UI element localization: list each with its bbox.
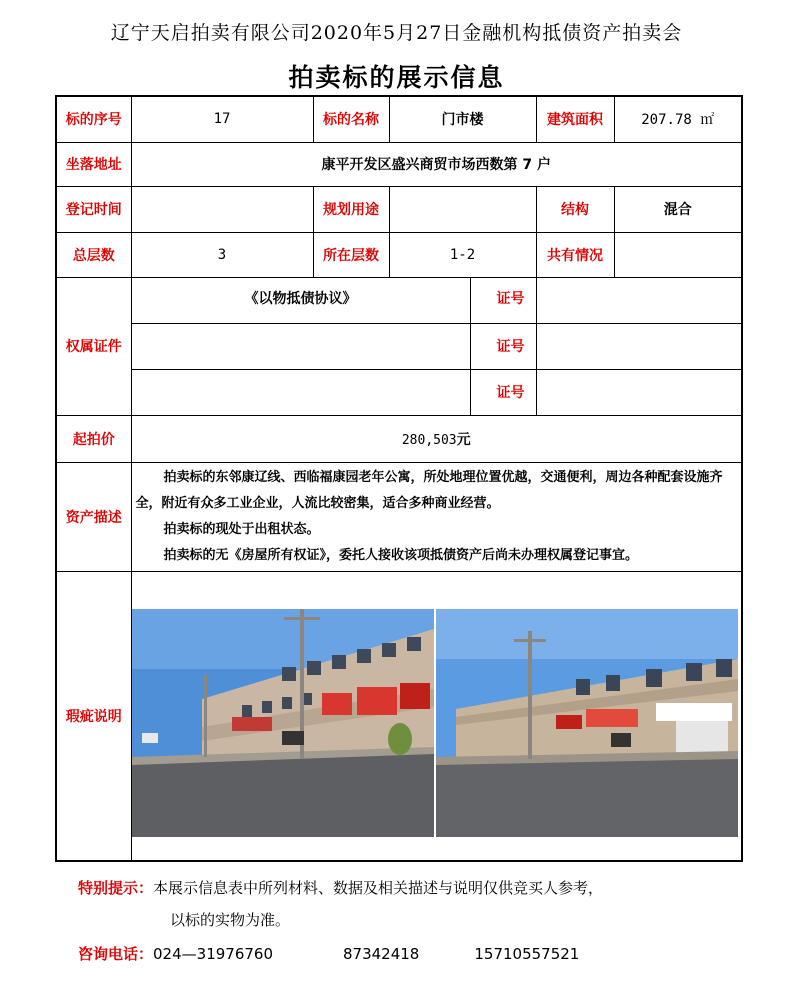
notice-line-1 [78,877,603,898]
auction-title: 辽宁天启拍卖有限公司2020年5月27日金融机构抵债资产拍卖会 [110,22,683,44]
phone-1: 024—31976760 [153,945,273,963]
page-title: 拍卖标的展示信息 [288,63,505,92]
seq-label: 标的序号 [56,96,131,142]
area-label: 建筑面积 [536,96,614,142]
price-label: 起拍价 [56,415,131,462]
phone-label: 咨询电话： [78,945,154,963]
desc-paragraph-3: 拍卖标的无《房屋所有权证》，委托人接收该项抵债资产后尚未办理权属登记事宜。 [163,547,639,563]
desc-paragraph-1: 拍卖标的东邻康辽线、西临福康园老年公寓，所处地理位置优越，交通便利，周边各种配套设施齐全，附近有众多工业企业，人流比较密集，适合多种商业经营。 [135,469,723,511]
notice-line-2: 以标的实物为准。 [170,911,291,929]
location-label: 坐落地址 [56,142,131,186]
street-photo-right [436,609,738,837]
notice-label: 特别提示： [78,879,154,897]
floor-at-value: 1-2 [389,232,536,277]
floors-value: 3 [131,232,313,277]
defect-label: 瑕疵说明 [56,571,131,861]
cert-label: 权属证件 [56,277,131,415]
name-label: 标的名称 [313,96,389,142]
cert-no-value-3 [536,369,742,415]
area-value: 207.78 ㎡ [614,96,742,142]
row-basic-3 [56,232,742,277]
price-unit: 元 [456,431,471,448]
floors-label: 总层数 [56,232,131,277]
floor-at-label: 所在层数 [313,232,389,277]
row-desc [56,462,742,571]
usage-value [389,186,536,232]
street-photo-left [132,609,434,837]
cert-no-label-3: 证号 [470,369,536,415]
cert-no-label-1: 证号 [470,277,536,323]
price-value [131,415,742,462]
row-cert-1 [56,277,742,323]
cert-name-2 [131,323,470,369]
phone-3: 15710557521 [474,945,580,963]
phone-2: 87342418 [343,945,420,963]
row-cert-2 [56,323,742,369]
usage-label: 规划用途 [313,186,389,232]
price-number: 280,503 [401,432,457,448]
desc-paragraph-2: 拍卖标的现处于出租状态。 [163,521,320,537]
cert-name-3 [131,369,470,415]
seq-value: 17 [131,96,313,142]
location-value: 康平开发区盛兴商贸市场西数第 7 户 [131,142,742,186]
shared-label: 共有情况 [536,232,614,277]
phone-line [78,943,579,964]
row-defect [56,571,742,861]
row-price [56,415,742,462]
info-table [55,95,743,862]
name-value: 门市楼 [389,96,536,142]
cert-no-label-2: 证号 [470,323,536,369]
reg-time-value [131,186,313,232]
structure-value: 混合 [614,186,742,232]
desc-text [131,462,742,571]
desc-label: 资产描述 [56,462,131,571]
cert-name-1: 《以物抵债协议》 [131,277,470,323]
row-basic-1 [56,96,742,142]
cert-no-value-1 [536,277,742,323]
row-basic-2 [56,186,742,232]
shared-value [614,232,742,277]
photo-cell [131,571,742,861]
reg-time-label: 登记时间 [56,186,131,232]
cert-no-value-2 [536,323,742,369]
row-cert-3 [56,369,742,415]
row-location [56,142,742,186]
structure-label: 结构 [536,186,614,232]
notice-text-1: 本展示信息表中所列材料、数据及相关描述与说明仅供竞买人参考， [153,879,604,897]
